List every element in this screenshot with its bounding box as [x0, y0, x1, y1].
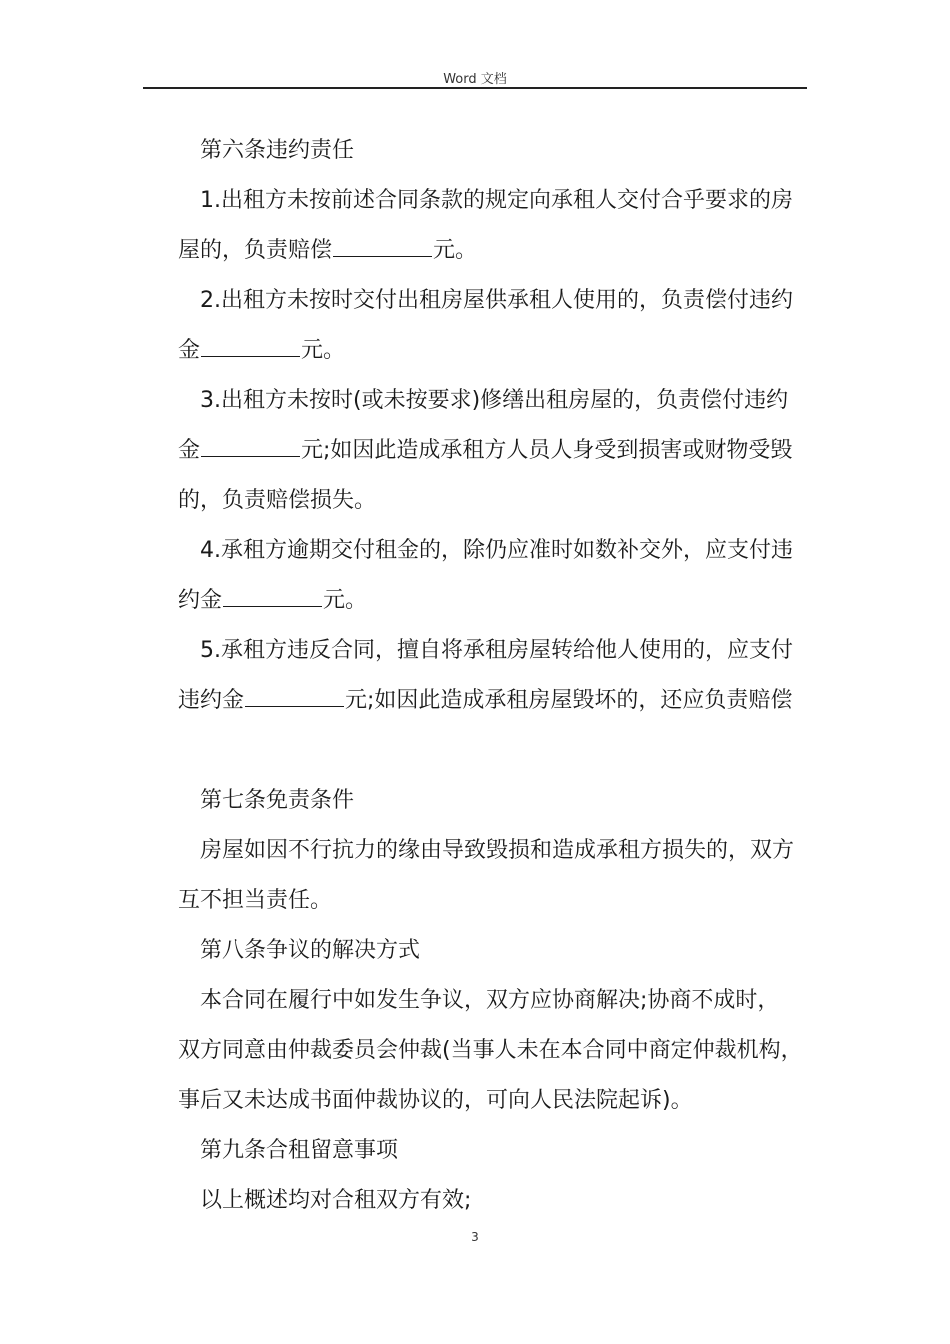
paragraph-gap: [178, 726, 802, 776]
document-body: [178, 126, 802, 1226]
article-6-item-1-line-2: [178, 226, 802, 276]
article-7-title: 第七条免责条件: [200, 788, 355, 813]
text-segment: 元。: [301, 338, 346, 363]
article-8-line-1: 本合同在履行中如发生争议，双方应协商解决;协商不成时，: [200, 988, 780, 1013]
article-6-item-4-line-2: [178, 576, 802, 626]
article-6-item-2-line-2: [178, 326, 802, 376]
article-6-title: 第六条违约责任: [200, 138, 355, 163]
text-segment: 元。: [433, 238, 478, 263]
article-8-title: 第八条争议的解决方式: [200, 938, 421, 963]
text-segment: 金: [178, 438, 201, 463]
article-6-item-1-line-1: 1.出租方未按前述合同条款的规定向承租人交付合乎要求的房: [200, 188, 793, 213]
page-number: 3: [471, 1230, 479, 1244]
article-6-item-4-line-1: 4.承租方逾期交付租金的，除仍应准时如数补交外，应支付违: [200, 538, 793, 563]
article-7-line-2: 互不担当责任。: [178, 888, 333, 913]
article-8-line-3: 事后又未达成书面仲裁协议的，可向人民法院起诉)。: [178, 1088, 693, 1113]
fill-in-blank: [223, 579, 322, 607]
article-6-item-5-line-2: [178, 676, 802, 726]
fill-in-blank: [201, 429, 300, 457]
text-segment: 元;如因此造成承租方人员人身受到损害或财物受毁: [301, 438, 793, 463]
fill-in-blank: [201, 329, 300, 357]
text-segment: 元。: [323, 588, 368, 613]
text-segment: 约金: [178, 588, 223, 613]
header-rule: [143, 87, 807, 89]
article-9-title: 第九条合租留意事项: [200, 1138, 399, 1163]
text-segment: 金: [178, 338, 201, 363]
article-6-item-3-line-2: [178, 426, 802, 476]
article-6-item-3-line-3: 的，负责赔偿损失。: [178, 488, 377, 513]
article-6-item-2-line-1: 2.出租方未按时交付出租房屋供承租人使用的，负责偿付违约: [200, 288, 793, 313]
article-7-line-1: 房屋如因不行抗力的缘由导致毁损和造成承租方损失的，双方: [200, 838, 795, 863]
text-segment: 元;如因此造成承租房屋毁坏的，还应负责赔偿: [345, 688, 793, 713]
page-header: Word 文档: [443, 72, 507, 87]
text-segment: 违约金: [178, 688, 245, 713]
text-segment: 屋的，负责赔偿: [178, 238, 333, 263]
fill-in-blank: [333, 229, 432, 257]
fill-in-blank: [245, 679, 344, 707]
article-6-item-5-line-1: 5.承租方违反合同，擅自将承租房屋转给他人使用的，应支付: [200, 638, 793, 663]
article-9-line-1: 以上概述均对合租双方有效;: [200, 1188, 472, 1213]
article-6-item-3-line-1: 3.出租方未按时(或未按要求)修缮出租房屋的，负责偿付违约: [200, 388, 789, 413]
article-8-line-2: 双方同意由仲裁委员会仲裁(当事人未在本合同中商定仲裁机构，: [178, 1038, 803, 1063]
